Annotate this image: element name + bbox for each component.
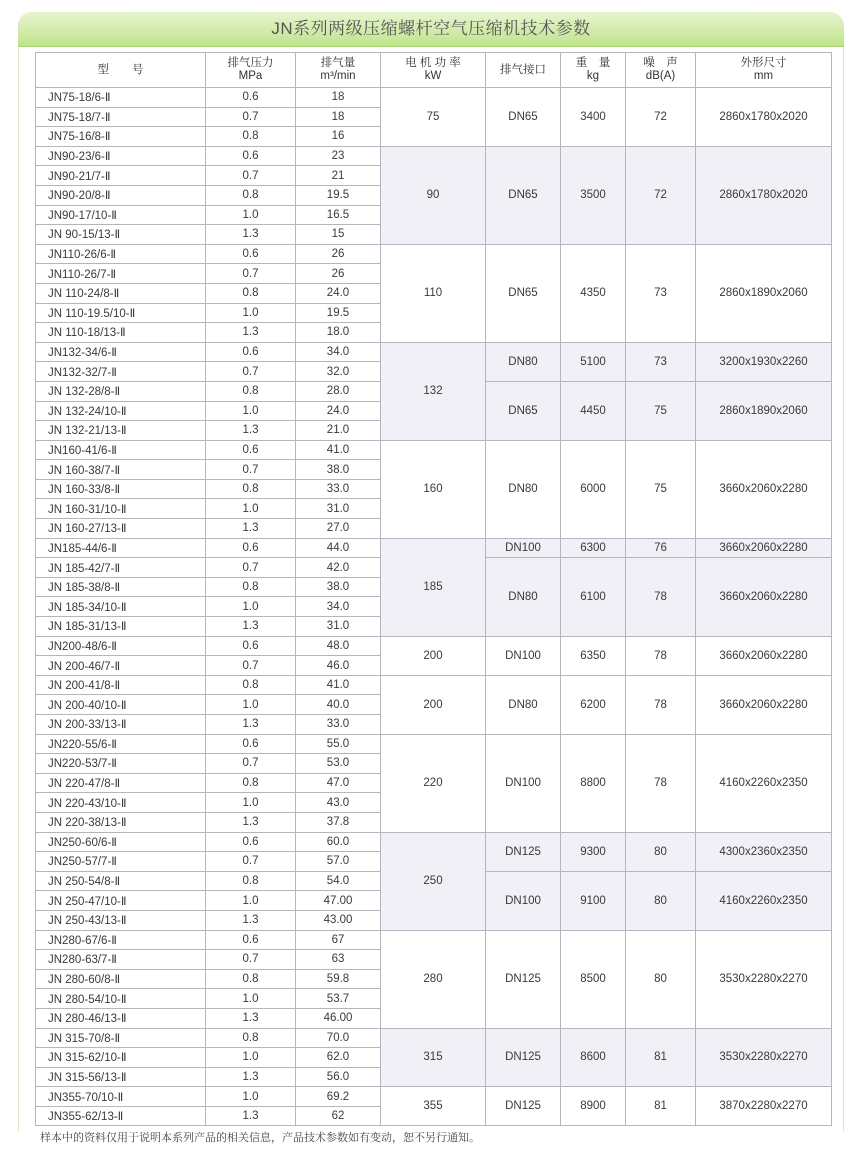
model-cell: JN 200-40/10-Ⅱ (36, 695, 206, 715)
weight-cell: 3400 (561, 88, 626, 147)
pressure-cell: 0.8 (206, 381, 296, 401)
model-cell: JN200-48/6-Ⅱ (36, 636, 206, 656)
noise-cell: 78 (626, 636, 696, 675)
power-cell: 315 (381, 1028, 486, 1087)
header-unit: mm (753, 70, 774, 82)
dimensions-cell: 3530x2280x2270 (696, 930, 832, 1028)
model-cell: JN 200-41/8-Ⅱ (36, 675, 206, 695)
pressure-cell: 0.6 (206, 636, 296, 656)
dimensions-cell: 3660x2060x2280 (696, 538, 832, 558)
column-header (486, 53, 561, 88)
pressure-cell: 0.7 (206, 264, 296, 284)
model-cell: JN 160-31/10-Ⅱ (36, 499, 206, 519)
flow-cell: 42.0 (296, 558, 381, 578)
noise-cell: 81 (626, 1087, 696, 1126)
flow-cell: 16.5 (296, 205, 381, 225)
model-cell: JN 220-43/10-Ⅱ (36, 793, 206, 813)
pressure-cell: 0.7 (206, 950, 296, 970)
outlet-cell: DN125 (486, 1087, 561, 1126)
header-unit: dB(A) (645, 70, 676, 82)
model-cell: JN 280-54/10-Ⅱ (36, 989, 206, 1009)
table-row (36, 675, 832, 695)
model-cell: JN355-70/10-Ⅱ (36, 1087, 206, 1107)
column-header (626, 53, 696, 88)
outlet-cell: DN100 (486, 734, 561, 832)
model-cell: JN 132-24/10-Ⅱ (36, 401, 206, 421)
pressure-cell: 0.7 (206, 107, 296, 127)
model-cell: JN220-55/6-Ⅱ (36, 734, 206, 754)
flow-cell: 26 (296, 244, 381, 264)
pressure-cell: 1.3 (206, 812, 296, 832)
flow-cell: 18.0 (296, 323, 381, 343)
power-cell: 280 (381, 930, 486, 1028)
model-cell: JN 220-47/8-Ⅱ (36, 773, 206, 793)
flow-cell: 28.0 (296, 381, 381, 401)
power-cell: 250 (381, 832, 486, 930)
power-cell: 185 (381, 538, 486, 636)
header-label: 噪 声 (643, 57, 678, 69)
dimensions-cell: 4300x2360x2350 (696, 832, 832, 871)
dimensions-cell: 3660x2060x2280 (696, 675, 832, 734)
spec-table (35, 52, 832, 1126)
dimensions-cell: 4160x2260x2350 (696, 734, 832, 832)
flow-cell: 46.0 (296, 656, 381, 676)
weight-cell: 6350 (561, 636, 626, 675)
pressure-cell: 1.0 (206, 303, 296, 323)
flow-cell: 32.0 (296, 362, 381, 382)
model-cell: JN 160-38/7-Ⅱ (36, 460, 206, 480)
table-row (36, 146, 832, 166)
noise-cell: 73 (626, 244, 696, 342)
pressure-cell: 0.6 (206, 538, 296, 558)
flow-cell: 31.0 (296, 617, 381, 637)
pressure-cell: 1.0 (206, 1048, 296, 1068)
pressure-cell: 1.0 (206, 695, 296, 715)
pressure-cell: 0.7 (206, 656, 296, 676)
model-cell: JN250-60/6-Ⅱ (36, 832, 206, 852)
flow-cell: 27.0 (296, 519, 381, 539)
flow-cell: 62 (296, 1106, 381, 1126)
pressure-cell: 1.3 (206, 225, 296, 245)
header-label: 排气量 (320, 57, 356, 69)
flow-cell: 34.0 (296, 597, 381, 617)
model-cell: JN75-18/7-Ⅱ (36, 107, 206, 127)
model-cell: JN75-18/6-Ⅱ (36, 88, 206, 108)
pressure-cell: 0.7 (206, 166, 296, 186)
column-header (36, 53, 206, 88)
table-row (36, 244, 832, 264)
pressure-cell: 1.3 (206, 617, 296, 637)
pressure-cell: 0.8 (206, 479, 296, 499)
model-cell: JN 200-33/13-Ⅱ (36, 715, 206, 735)
model-cell: JN280-63/7-Ⅱ (36, 950, 206, 970)
model-cell: JN 280-60/8-Ⅱ (36, 969, 206, 989)
header-unit: m³/min (320, 70, 356, 82)
header-label: 排气接口 (500, 63, 546, 76)
flow-cell: 40.0 (296, 695, 381, 715)
noise-cell: 72 (626, 146, 696, 244)
outlet-cell: DN80 (486, 342, 561, 381)
table-row (36, 440, 832, 460)
dimensions-cell: 2860x1890x2060 (696, 244, 832, 342)
noise-cell: 75 (626, 381, 696, 440)
flow-cell: 56.0 (296, 1067, 381, 1087)
flow-cell: 43.0 (296, 793, 381, 813)
model-cell: JN 90-15/13-Ⅱ (36, 225, 206, 245)
pressure-cell: 1.3 (206, 715, 296, 735)
flow-cell: 24.0 (296, 401, 381, 421)
dimensions-cell: 4160x2260x2350 (696, 871, 832, 930)
outlet-cell: DN65 (486, 244, 561, 342)
model-cell: JN250-57/7-Ⅱ (36, 852, 206, 872)
flow-cell: 48.0 (296, 636, 381, 656)
header-unit: kg (586, 70, 600, 82)
model-cell: JN132-32/7-Ⅱ (36, 362, 206, 382)
flow-cell: 26 (296, 264, 381, 284)
pressure-cell: 1.0 (206, 1087, 296, 1107)
outlet-cell: DN125 (486, 1028, 561, 1087)
flow-cell: 19.5 (296, 185, 381, 205)
noise-cell: 78 (626, 675, 696, 734)
pressure-cell: 1.3 (206, 519, 296, 539)
pressure-cell: 1.0 (206, 989, 296, 1009)
flow-cell: 18 (296, 88, 381, 108)
outlet-cell: DN80 (486, 558, 561, 636)
model-cell: JN185-44/6-Ⅱ (36, 538, 206, 558)
flow-cell: 38.0 (296, 577, 381, 597)
model-cell: JN 185-31/13-Ⅱ (36, 617, 206, 637)
outlet-cell: DN100 (486, 636, 561, 675)
weight-cell: 8900 (561, 1087, 626, 1126)
weight-cell: 8800 (561, 734, 626, 832)
header-unit: kW (424, 70, 442, 82)
pressure-cell: 0.6 (206, 342, 296, 362)
pressure-cell: 0.8 (206, 675, 296, 695)
noise-cell: 73 (626, 342, 696, 381)
pressure-cell: 0.6 (206, 88, 296, 108)
pressure-cell: 1.3 (206, 910, 296, 930)
power-cell: 75 (381, 88, 486, 147)
pressure-cell: 1.0 (206, 793, 296, 813)
model-cell: JN90-17/10-Ⅱ (36, 205, 206, 225)
flow-cell: 57.0 (296, 852, 381, 872)
model-cell: JN 280-46/13-Ⅱ (36, 1008, 206, 1028)
table-row (36, 538, 832, 558)
flow-cell: 62.0 (296, 1048, 381, 1068)
outlet-cell: DN125 (486, 832, 561, 871)
noise-cell: 80 (626, 832, 696, 871)
pressure-cell: 0.7 (206, 852, 296, 872)
noise-cell: 80 (626, 930, 696, 1028)
flow-cell: 41.0 (296, 675, 381, 695)
dimensions-cell: 3660x2060x2280 (696, 558, 832, 636)
model-cell: JN160-41/6-Ⅱ (36, 440, 206, 460)
model-cell: JN 250-47/10-Ⅱ (36, 891, 206, 911)
pressure-cell: 0.8 (206, 577, 296, 597)
outlet-cell: DN100 (486, 871, 561, 930)
flow-cell: 47.00 (296, 891, 381, 911)
pressure-cell: 0.8 (206, 127, 296, 147)
header-label: 外形尺寸 (740, 57, 787, 69)
model-cell: JN 200-46/7-Ⅱ (36, 656, 206, 676)
model-cell: JN90-20/8-Ⅱ (36, 185, 206, 205)
header-label: 电 机 功 率 (405, 57, 461, 69)
model-cell: JN110-26/6-Ⅱ (36, 244, 206, 264)
power-cell: 220 (381, 734, 486, 832)
model-cell: JN 250-43/13-Ⅱ (36, 910, 206, 930)
noise-cell: 78 (626, 558, 696, 636)
power-cell: 132 (381, 342, 486, 440)
model-cell: JN 110-18/13-Ⅱ (36, 323, 206, 343)
flow-cell: 37.8 (296, 812, 381, 832)
dimensions-cell: 2860x1780x2020 (696, 146, 832, 244)
pressure-cell: 0.8 (206, 969, 296, 989)
weight-cell: 6200 (561, 675, 626, 734)
flow-cell: 19.5 (296, 303, 381, 323)
flow-cell: 38.0 (296, 460, 381, 480)
header-label: 型 号 (97, 63, 144, 76)
pressure-cell: 0.6 (206, 734, 296, 754)
power-cell: 200 (381, 636, 486, 675)
power-cell: 200 (381, 675, 486, 734)
model-cell: JN280-67/6-Ⅱ (36, 930, 206, 950)
weight-cell: 6100 (561, 558, 626, 636)
pressure-cell: 0.8 (206, 773, 296, 793)
model-cell: JN 315-62/10-Ⅱ (36, 1048, 206, 1068)
flow-cell: 21.0 (296, 421, 381, 441)
flow-cell: 46.00 (296, 1008, 381, 1028)
pressure-cell: 1.0 (206, 891, 296, 911)
model-cell: JN 220-38/13-Ⅱ (36, 812, 206, 832)
weight-cell: 6300 (561, 538, 626, 558)
flow-cell: 15 (296, 225, 381, 245)
model-cell: JN 132-21/13-Ⅱ (36, 421, 206, 441)
flow-cell: 47.0 (296, 773, 381, 793)
model-cell: JN355-62/13-Ⅱ (36, 1106, 206, 1126)
weight-cell: 4450 (561, 381, 626, 440)
pressure-cell: 0.8 (206, 185, 296, 205)
flow-cell: 53.0 (296, 754, 381, 774)
table-row (36, 832, 832, 852)
column-header (381, 53, 486, 88)
table-row (36, 1087, 832, 1107)
pressure-cell: 1.3 (206, 421, 296, 441)
weight-cell: 8500 (561, 930, 626, 1028)
flow-cell: 67 (296, 930, 381, 950)
power-cell: 90 (381, 146, 486, 244)
weight-cell: 8600 (561, 1028, 626, 1087)
power-cell: 355 (381, 1087, 486, 1126)
pressure-cell: 1.3 (206, 323, 296, 343)
power-cell: 160 (381, 440, 486, 538)
pressure-cell: 0.6 (206, 832, 296, 852)
pressure-cell: 0.6 (206, 930, 296, 950)
flow-cell: 63 (296, 950, 381, 970)
column-header (206, 53, 296, 88)
outlet-cell: DN80 (486, 675, 561, 734)
table-row (36, 342, 832, 362)
model-cell: JN 250-54/8-Ⅱ (36, 871, 206, 891)
model-cell: JN90-21/7-Ⅱ (36, 166, 206, 186)
power-cell: 110 (381, 244, 486, 342)
model-cell: JN220-53/7-Ⅱ (36, 754, 206, 774)
flow-cell: 34.0 (296, 342, 381, 362)
dimensions-cell: 3530x2280x2270 (696, 1028, 832, 1087)
footer-note: 样本中的资料仅用于说明本系列产品的相关信息，产品技术参数如有变动，恕不另行通知。 (40, 1132, 480, 1144)
header-row (36, 53, 832, 88)
dimensions-cell: 2860x1890x2060 (696, 381, 832, 440)
model-cell: JN 315-70/8-Ⅱ (36, 1028, 206, 1048)
header-label: 重 量 (575, 57, 611, 69)
pressure-cell: 1.0 (206, 401, 296, 421)
header-unit: MPa (238, 70, 263, 82)
model-cell: JN 160-27/13-Ⅱ (36, 519, 206, 539)
pressure-cell: 0.7 (206, 460, 296, 480)
dimensions-cell: 2860x1780x2020 (696, 88, 832, 147)
weight-cell: 3500 (561, 146, 626, 244)
flow-cell: 43.00 (296, 910, 381, 930)
outlet-cell: DN125 (486, 930, 561, 1028)
flow-cell: 53.7 (296, 989, 381, 1009)
pressure-cell: 0.7 (206, 362, 296, 382)
outlet-cell: DN80 (486, 440, 561, 538)
dimensions-cell: 3870x2280x2270 (696, 1087, 832, 1126)
model-cell: JN 110-19.5/10-Ⅱ (36, 303, 206, 323)
noise-cell: 80 (626, 871, 696, 930)
pressure-cell: 0.8 (206, 283, 296, 303)
model-cell: JN 185-42/7-Ⅱ (36, 558, 206, 578)
pressure-cell: 0.8 (206, 1028, 296, 1048)
flow-cell: 23 (296, 146, 381, 166)
pressure-cell: 1.0 (206, 597, 296, 617)
pressure-cell: 0.7 (206, 754, 296, 774)
pressure-cell: 0.7 (206, 558, 296, 578)
weight-cell: 5100 (561, 342, 626, 381)
header-label: 排气压力 (227, 57, 274, 69)
noise-cell: 76 (626, 538, 696, 558)
flow-cell: 60.0 (296, 832, 381, 852)
model-cell: JN90-23/6-Ⅱ (36, 146, 206, 166)
pressure-cell: 1.3 (206, 1106, 296, 1126)
flow-cell: 16 (296, 127, 381, 147)
model-cell: JN75-16/8-Ⅱ (36, 127, 206, 147)
model-cell: JN 185-34/10-Ⅱ (36, 597, 206, 617)
pressure-cell: 0.6 (206, 244, 296, 264)
weight-cell: 9300 (561, 832, 626, 871)
table-row (36, 1028, 832, 1048)
weight-cell: 6000 (561, 440, 626, 538)
flow-cell: 31.0 (296, 499, 381, 519)
table-row (36, 734, 832, 754)
column-header (296, 53, 381, 88)
model-cell: JN 315-56/13-Ⅱ (36, 1067, 206, 1087)
weight-cell: 4350 (561, 244, 626, 342)
pressure-cell: 0.8 (206, 871, 296, 891)
model-cell: JN 110-24/8-Ⅱ (36, 283, 206, 303)
noise-cell: 72 (626, 88, 696, 147)
flow-cell: 55.0 (296, 734, 381, 754)
flow-cell: 33.0 (296, 715, 381, 735)
dimensions-cell: 3660x2060x2280 (696, 636, 832, 675)
flow-cell: 33.0 (296, 479, 381, 499)
pressure-cell: 1.0 (206, 205, 296, 225)
model-cell: JN110-26/7-Ⅱ (36, 264, 206, 284)
flow-cell: 18 (296, 107, 381, 127)
outlet-cell: DN65 (486, 146, 561, 244)
column-header (696, 53, 832, 88)
pressure-cell: 1.3 (206, 1008, 296, 1028)
flow-cell: 69.2 (296, 1087, 381, 1107)
outlet-cell: DN65 (486, 88, 561, 147)
flow-cell: 70.0 (296, 1028, 381, 1048)
flow-cell: 24.0 (296, 283, 381, 303)
model-cell: JN132-34/6-Ⅱ (36, 342, 206, 362)
model-cell: JN 185-38/8-Ⅱ (36, 577, 206, 597)
pressure-cell: 0.6 (206, 146, 296, 166)
noise-cell: 78 (626, 734, 696, 832)
outlet-cell: DN100 (486, 538, 561, 558)
pressure-cell: 0.6 (206, 440, 296, 460)
model-cell: JN 132-28/8-Ⅱ (36, 381, 206, 401)
table-row (36, 88, 832, 108)
pressure-cell: 1.3 (206, 1067, 296, 1087)
noise-cell: 81 (626, 1028, 696, 1087)
weight-cell: 9100 (561, 871, 626, 930)
noise-cell: 75 (626, 440, 696, 538)
column-header (561, 53, 626, 88)
outlet-cell: DN65 (486, 381, 561, 440)
model-cell: JN 160-33/8-Ⅱ (36, 479, 206, 499)
flow-cell: 41.0 (296, 440, 381, 460)
table-row (36, 636, 832, 656)
flow-cell: 59.8 (296, 969, 381, 989)
table-row (36, 930, 832, 950)
flow-cell: 54.0 (296, 871, 381, 891)
flow-cell: 44.0 (296, 538, 381, 558)
pressure-cell: 1.0 (206, 499, 296, 519)
page-title: JN系列两级压缩螺杆空气压缩机技术参数 (18, 12, 844, 47)
flow-cell: 21 (296, 166, 381, 186)
dimensions-cell: 3660x2060x2280 (696, 440, 832, 538)
dimensions-cell: 3200x1930x2260 (696, 342, 832, 381)
